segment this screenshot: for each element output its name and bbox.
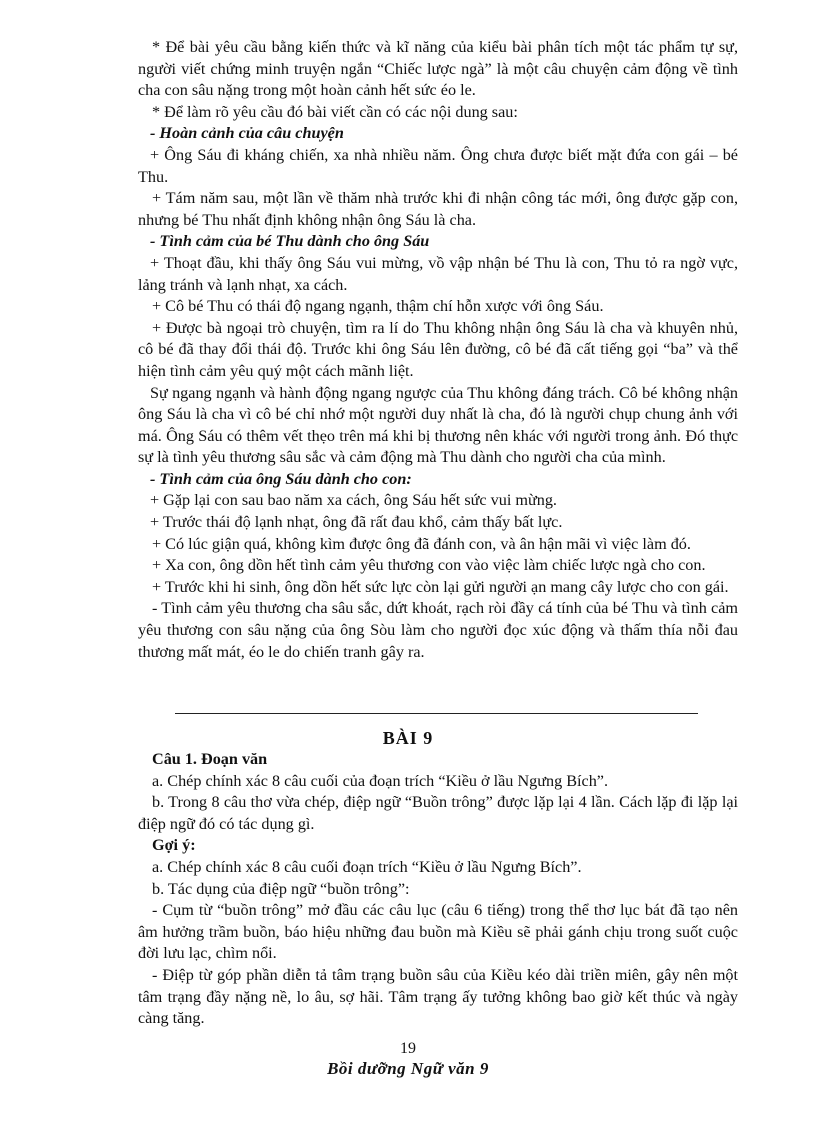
lesson-title: BÀI 9 — [382, 728, 434, 748]
paragraph: + Trước thái độ lạnh nhạt, ông đã rất đau khổ, cảm thấy bất lực. — [150, 513, 563, 532]
paragraph: + Tám năm sau, một lần về thăm nhà trước khi đi nhận công tác mới, ông được gặp con, nhưng bé Thu nhất định không nhận ông Sáu là cha. — [138, 189, 738, 229]
section-heading: - Tình cảm của bé Thu dành cho ông Sáu — [150, 232, 430, 251]
paragraph: a. Chép chính xác 8 câu cuối của đoạn trích “Kiều ở lầu Ngưng Bích”. — [152, 771, 609, 790]
section-heading: - Tình cảm của ông Sáu dành cho con: — [150, 469, 412, 488]
analysis-section — [138, 37, 738, 663]
section-heading: - Hoàn cảnh của câu chuyện — [150, 124, 344, 143]
paragraph: b. Tác dụng của điệp ngữ “buồn trông”: — [152, 879, 410, 898]
page-number: 19 — [400, 1040, 416, 1057]
paragraph: a. Chép chính xác 8 câu cuối đoạn trích “Kiều ở lầu Ngưng Bích”. — [152, 857, 582, 876]
paragraph: - Điệp từ góp phần diễn tả tâm trạng buồn sâu của Kiều kéo dài triền miên, gây nên một tâm trạng đầy nặng nề, lo âu, sợ hãi. Tâm trạng ấy tưởng không bao giờ kết thúc và ngày càng tăng. — [138, 965, 738, 1028]
paragraph: + Gặp lại con sau bao năm xa cách, ông Sáu hết sức vui mừng. — [150, 491, 557, 510]
paragraph: + Xa con, ông dồn hết tình cảm yêu thương con vào việc làm chiếc lược ngà cho con. — [152, 556, 706, 575]
paragraph: Sự ngang ngạnh và hành động ngang ngược của Thu không đáng trách. Cô bé không nhận ông Sáu là cha vì cô bé chỉ nhớ một người duy nhất là cha, đó là người chụp chung ảnh với má. Ông Sáu có thêm vết thẹo trên má khi bị thương nên khác với người trong ảnh. Đó thực sự là tình yêu thương sâu sắc và cảm động mà Thu dành cho người cha của mình. — [138, 383, 738, 467]
question-heading: Câu 1. Đoạn văn — [152, 750, 268, 768]
paragraph: * Để làm rõ yêu cầu đó bài viết cần có các nội dung sau: — [152, 102, 518, 121]
paragraph: + Có lúc giận quá, không kìm được ông đã đánh con, và ân hận mãi vì việc làm đó. — [152, 534, 691, 553]
paragraph: + Cô bé Thu có thái độ ngang ngạnh, thậm chí hỗn xược với ông Sáu. — [152, 297, 604, 316]
section-divider — [175, 713, 698, 714]
hint-heading: Gợi ý: — [152, 836, 196, 855]
exercise-section — [138, 749, 738, 1030]
paragraph: - Tình cảm yêu thương cha sâu sắc, dứt khoát, rạch ròi đầy cá tính của bé Thu và tình cảm yêu thương con sâu nặng của ông Sòu làm cho người đọc xúc động và thấm thía nỗi đau thương mất mát, éo le do chiến tranh gây ra. — [138, 599, 738, 661]
paragraph: * Để bài yêu cầu bằng kiến thức và kĩ năng của kiểu bài phân tích một tác phẩm tự sự, người viết chứng minh truyện ngắn “Chiếc lược ngà” là một câu chuyện cảm động về tình cha con sâu nặng trong một hoàn cảnh hết sức éo le. — [138, 38, 738, 100]
paragraph: - Cụm từ “buồn trông” mở đầu các câu lục (câu 6 tiếng) trong thể thơ lục bát đã tạo nên âm hưởng trầm buồn, báo hiệu những đau buồn mà Kiều sẽ phải gánh chịu trong suốt cuộc đời lưu lạc, chìm nổi. — [138, 901, 738, 963]
paragraph: + Ông Sáu đi kháng chiến, xa nhà nhiều năm. Ông chưa được biết mặt đứa con gái – bé Thu. — [138, 145, 738, 186]
paragraph: b. Trong 8 câu thơ vừa chép, điệp ngữ “Buồn trông” được lặp lại 4 lần. Cách lặp đi lặp lại điệp ngữ đó có tác dụng gì. — [138, 793, 738, 833]
page-footer: Bồi dưỡng Ngữ văn 9 — [327, 1059, 489, 1078]
paragraph: + Thoạt đầu, khi thấy ông Sáu vui mừng, vồ vập nhận bé Thu là con, Thu tỏ ra ngờ vực, lảng tránh và lạnh nhạt, xa cách. — [138, 253, 738, 294]
paragraph: + Được bà ngoại trò chuyện, tìm ra lí do Thu không nhận ông Sáu là cha và khuyên nhủ, cô bé đã thay đổi thái độ. Trước khi ông Sáu lên đường, cô bé đã cất tiếng gọi “ba” và thể hiện tình cảm yêu quý một cách mãnh liệt. — [138, 318, 738, 380]
paragraph: + Trước khi hi sinh, ông dồn hết sức lực còn lại gửi người ạn mang cây lược cho con gái. — [152, 577, 729, 596]
